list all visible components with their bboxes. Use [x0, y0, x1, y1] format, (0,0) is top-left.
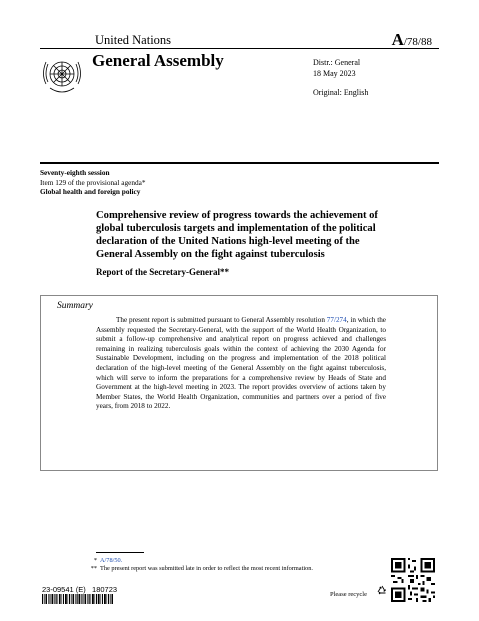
qr-code-icon [391, 558, 435, 602]
original-language: Original: English [313, 88, 369, 97]
summary-text-start: The present report is submitted pursuant to General Assembly resolution [116, 316, 327, 324]
un-header: United Nations [95, 33, 172, 47]
barcode-icon [42, 594, 114, 604]
document-number: 23-09541 (E) 180723 [42, 585, 118, 594]
recycle-label: Please recycle [330, 591, 367, 598]
footnote-1 [87, 557, 313, 565]
summary-text-rest: , in which the Assembly requested the Secretary-General, with the support of the World Health Organization, to submit a follow-up comprehensive and analytical report on progress achieved and challenges remaining in realizing tuberculosis goals within the context of achieving the 2030 Agenda for Sustainable Development, including on the progress and implementation of the 2018 political declaration of the high-level meeting of the General Assembly on the fight against tuberculosis, which will serve to inform the preparations for a comprehensive review by Heads of State and Government at the high-level meeting in 2023. The report provides overview of actions taken by Member States, the World Health Organization, communities and partners over a period of five years, from 2018 to 2022. [96, 316, 386, 411]
distribution-info [313, 57, 360, 79]
symbol-rest: /78/88 [403, 36, 432, 48]
footnote-marker: * [93, 557, 97, 564]
report-author: Report of the Secretary-General** [96, 267, 230, 277]
date-line: 18 May 2023 [313, 69, 356, 78]
un-emblem-icon [40, 52, 84, 96]
document-symbol [392, 30, 432, 50]
footnote-text: The present report was submitted late in order to reflect the most recent information. [100, 565, 313, 572]
recycle-icon [375, 584, 389, 598]
footnote-rule [96, 552, 144, 553]
summary-heading: Summary [57, 301, 93, 311]
report-title: Comprehensive review of progress towards the achievement of global tuberculosis targets and implementation of the political declaration of the United Nations high-level meeting of the General Assembly on the fight against tuberculosis [96, 210, 378, 260]
footnote-marker: ** [90, 565, 97, 572]
footnote-link[interactable]: A/78/50. [100, 557, 123, 564]
symbol-prefix: A [391, 30, 404, 49]
general-assembly-title: General Assembly [92, 51, 224, 70]
agenda-item: Item 129 of the provisional agenda* [40, 177, 146, 187]
resolution-link[interactable]: 77/274 [326, 316, 347, 324]
footnote-2 [87, 565, 313, 573]
footnotes [87, 557, 313, 573]
distr-line: Distr.: General [313, 58, 361, 67]
session-info [40, 168, 146, 197]
header-rule [40, 48, 439, 49]
session-rule [40, 162, 439, 164]
session-name: Seventy-eighth session [40, 168, 110, 177]
agenda-title: Global health and foreign policy [40, 187, 141, 196]
summary-paragraph [96, 316, 386, 412]
